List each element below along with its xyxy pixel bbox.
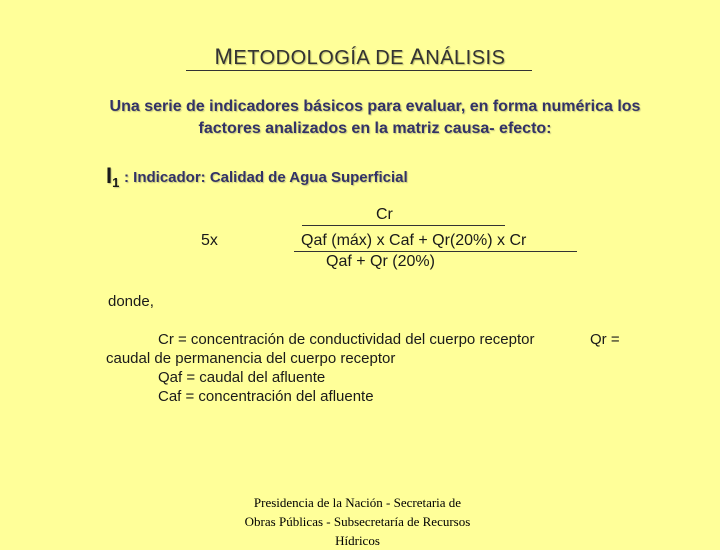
indicator-subscript: 1	[112, 175, 120, 190]
indicator-letter: I	[106, 163, 113, 188]
formula-line-top	[302, 225, 505, 226]
subtitle: Una serie de indicadores básicos para evaluar, en forma numérica los factores analizados en la matriz causa- efecto:	[109, 98, 641, 137]
formula-line-bottom	[294, 251, 577, 252]
title-rest-1: ETODOLOGÍA DE	[233, 47, 411, 69]
definition-qr-label: Qr =	[590, 331, 620, 348]
definition-cr: Cr = concentración de conductividad del cuerpo receptor	[158, 331, 535, 348]
title-rest-2: NÁLISIS	[425, 47, 506, 69]
definition-caf: Caf = concentración del afluente	[158, 388, 374, 405]
title-initial-2: A	[410, 44, 426, 69]
footer-text: Presidencia de la Nación - Secretaria de Obras Públicas - Subsecretaría de Recursos Hídricos	[244, 495, 471, 548]
indicator-symbol	[106, 163, 119, 190]
definition-qaf: Qaf = caudal del afluente	[158, 369, 326, 386]
formula-denominator: Qaf + Qr (20%)	[326, 253, 435, 270]
slide-title	[0, 44, 720, 70]
definition-qr-text: caudal de permanencia del cuerpo receptor	[106, 350, 396, 367]
formula-numerator: Cr	[376, 206, 393, 223]
donde-label: donde,	[108, 293, 154, 310]
formula-multiplier: 5x	[201, 232, 218, 249]
indicator-label: : Indicador: Calidad de Agua Superficial	[124, 169, 408, 186]
formula-middle: Qaf (máx) x Caf + Qr(20%) x Cr	[301, 232, 527, 249]
title-underline	[186, 70, 532, 71]
title-initial-1: M	[214, 44, 234, 69]
